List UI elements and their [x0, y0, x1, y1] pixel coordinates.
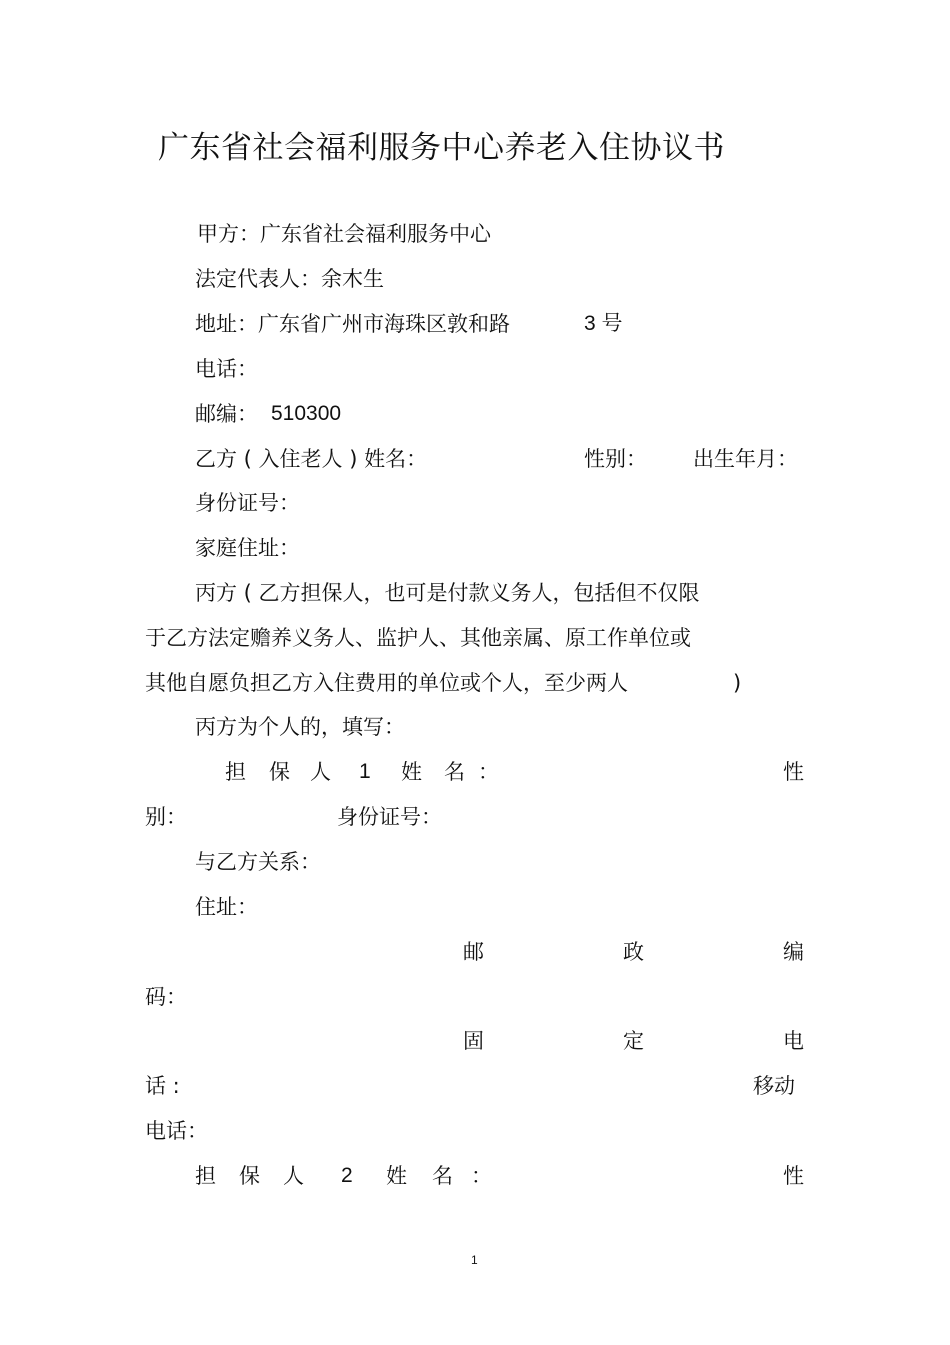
g1-name-char: ：: [478, 760, 499, 784]
g1-mobile-a: 移动: [753, 1074, 795, 1098]
page-number: 1: [471, 1253, 478, 1267]
party-c-intro-3-end: ): [733, 671, 742, 695]
party-c-intro-1: 丙方 ( 乙方担保人，也可是付款义务人，包括但不仅限: [195, 581, 700, 605]
g1-gender-a: 性: [783, 760, 804, 784]
party-a-line: 甲方：广东省社会福利服务中心: [197, 222, 491, 246]
g1-id-label: 身份证号：: [337, 805, 442, 829]
g1-postcode-char: 政: [623, 940, 644, 964]
g2-name-char: 保: [239, 1164, 260, 1188]
party-b-name-label: 乙方 ( 入住老人 ) 姓名：: [195, 447, 428, 471]
g2-gender-a: 性: [783, 1164, 804, 1188]
legal-rep-line: 法定代表人：余木生: [195, 267, 384, 291]
g2-name-char: 姓: [386, 1164, 407, 1188]
address-number: 3 号: [584, 312, 623, 335]
g2-name-char: 2: [341, 1164, 353, 1187]
g1-landline-char: 固: [463, 1029, 484, 1053]
address-line: [195, 311, 510, 337]
g1-address-label: 住址：: [195, 895, 258, 919]
party-c-intro-3: 其他自愿负担乙方入住费用的单位或个人，至少两人: [145, 671, 628, 695]
phone-line: 电话：: [195, 357, 258, 381]
g2-name-char: ：: [471, 1164, 492, 1188]
g1-postcode-end: 码：: [145, 985, 187, 1009]
party-c-intro-2: 于乙方法定赡养义务人、监护人、其他亲属、原工作单位或: [145, 626, 691, 650]
g1-name-char: 1: [359, 760, 371, 783]
g1-name-char: 名: [444, 760, 465, 784]
g1-relation-label: 与乙方关系：: [195, 850, 321, 874]
g1-name-char: 人: [310, 760, 331, 784]
party-b-id-label: 身份证号：: [195, 491, 300, 515]
g2-name-char: 担: [195, 1164, 216, 1188]
g2-name-char: 名: [432, 1164, 453, 1188]
g1-landline-end: 话 :: [145, 1074, 180, 1098]
party-c-individual-fill: 丙方为个人的，填写：: [195, 715, 405, 739]
document-title: 广东省社会福利服务中心养老入住协议书: [158, 130, 725, 166]
postcode-label: 邮编：: [195, 402, 258, 426]
g1-landline-char: 电: [783, 1029, 804, 1053]
party-b-home-address: 家庭住址：: [195, 536, 300, 560]
g1-mobile-b: 电话：: [145, 1119, 208, 1143]
g1-postcode-char: 编: [783, 940, 804, 964]
g2-name-char: 人: [283, 1164, 304, 1188]
party-b-gender-label: 性别：: [584, 447, 647, 471]
g1-gender-b: 别：: [145, 805, 187, 829]
g1-landline-char: 定: [623, 1029, 644, 1053]
g1-name-char: 担: [225, 760, 246, 784]
g1-name-char: 保: [269, 760, 290, 784]
postcode-value: 510300: [271, 402, 342, 425]
g1-postcode-char: 邮: [463, 940, 484, 964]
party-b-birth-label: 出生年月：: [693, 447, 798, 471]
g1-name-char: 姓: [401, 760, 422, 784]
address-label: 地址：广东省广州市海珠区敦和路: [195, 312, 510, 336]
